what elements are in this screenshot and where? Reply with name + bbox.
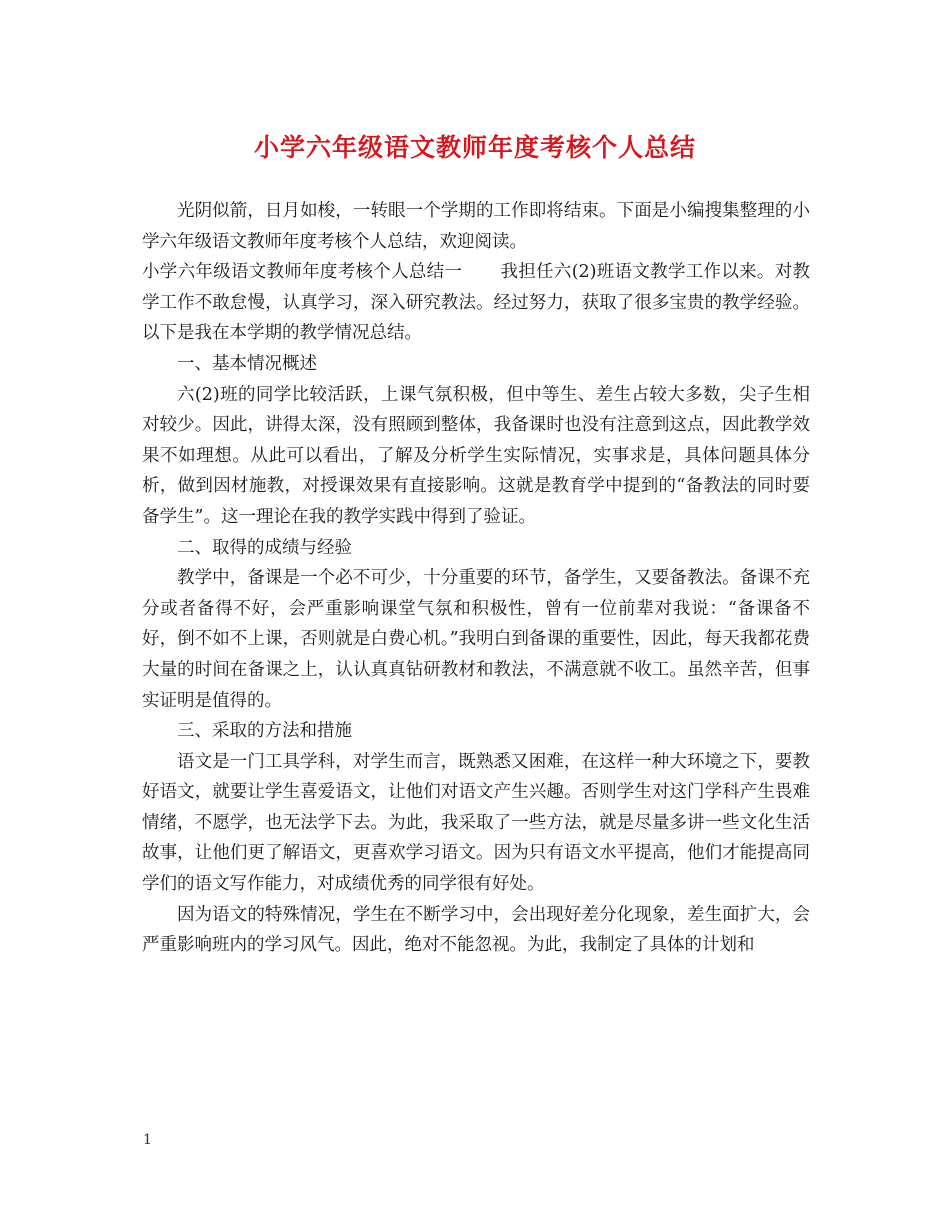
section-heading-achievements: 二、取得的成绩与经验	[177, 537, 352, 558]
document-body	[142, 196, 810, 961]
page-number: 1	[143, 1132, 152, 1148]
paragraph-summary-one	[142, 257, 810, 349]
paragraph-intro: 光阴似箭，日月如梭，一转眼一个学期的工作即将结束。下面是小编搜集整理的小学六年级语文教师年度考核个人总结，欢迎阅读。	[142, 201, 810, 252]
paragraph-differentiation: 因为语文的特殊情况，学生在不断学习中，会出现好差分化现象，差生面扩大，会严重影响班内的学习风气。因此，绝对不能忽视。为此，我制定了具体的计划和	[142, 904, 810, 956]
paragraph-overview: 六(2)班的同学比较活跃，上课气氛积极，但中等生、差生占较大多数，尖子生相对较少。因此，讲得太深，没有照顾到整体，我备课时也没有注意到这点，因此教学效果不如理想。从此可以看出，了解及分析学生实际情况，实事求是，具体问题具体分析，做到因材施教，对授课效果有直接影响。这就是教育学中提到的“备教法的同时要备学生”。这一理论在我的教学实践中得到了验证。	[142, 384, 810, 527]
section-heading-overview: 一、基本情况概述	[177, 353, 317, 374]
document-title: 小学六年级语文教师年度考核个人总结	[253, 133, 696, 162]
summary-one-text: 我担任六(2)班语文教学工作以来。对教学工作不敢怠慢，认真学习，深入研究教法。经过努力，获取了很多宝贵的教学经验。以下是我在本学期的教学情况总结。	[142, 262, 810, 344]
paragraph-achievements: 教学中，备课是一个必不可少，十分重要的环节，备学生，又要备教法。备课不充分或者备得不好，会严重影响课堂气氛和积极性，曾有一位前辈对我说：“备课备不好，倒不如不上课，否则就是白费心机。”我明白到备课的重要性，因此，每天我都花费大量的时间在备课之上，认认真真钻研教材和教法，不满意就不收工。虽然辛苦，但事实证明是值得的。	[142, 568, 810, 711]
section-heading-methods: 三、采取的方法和措施	[177, 721, 352, 742]
paragraph-methods: 语文是一门工具学科，对学生而言，既熟悉又困难，在这样一种大环境之下，要教好语文，就要让学生喜爱语文，让他们对语文产生兴趣。否则学生对这门学科产生畏难情绪，不愿学，也无法学下去。为此，我采取了一些方法，就是尽量多讲一些文化生活故事，让他们更了解语文，更喜欢学习语文。因为只有语文水平提高，他们才能提高同学们的语文写作能力，对成绩优秀的同学很有好处。	[142, 751, 810, 895]
summary-one-heading: 小学六年级语文教师年度考核个人总结一	[142, 262, 463, 283]
